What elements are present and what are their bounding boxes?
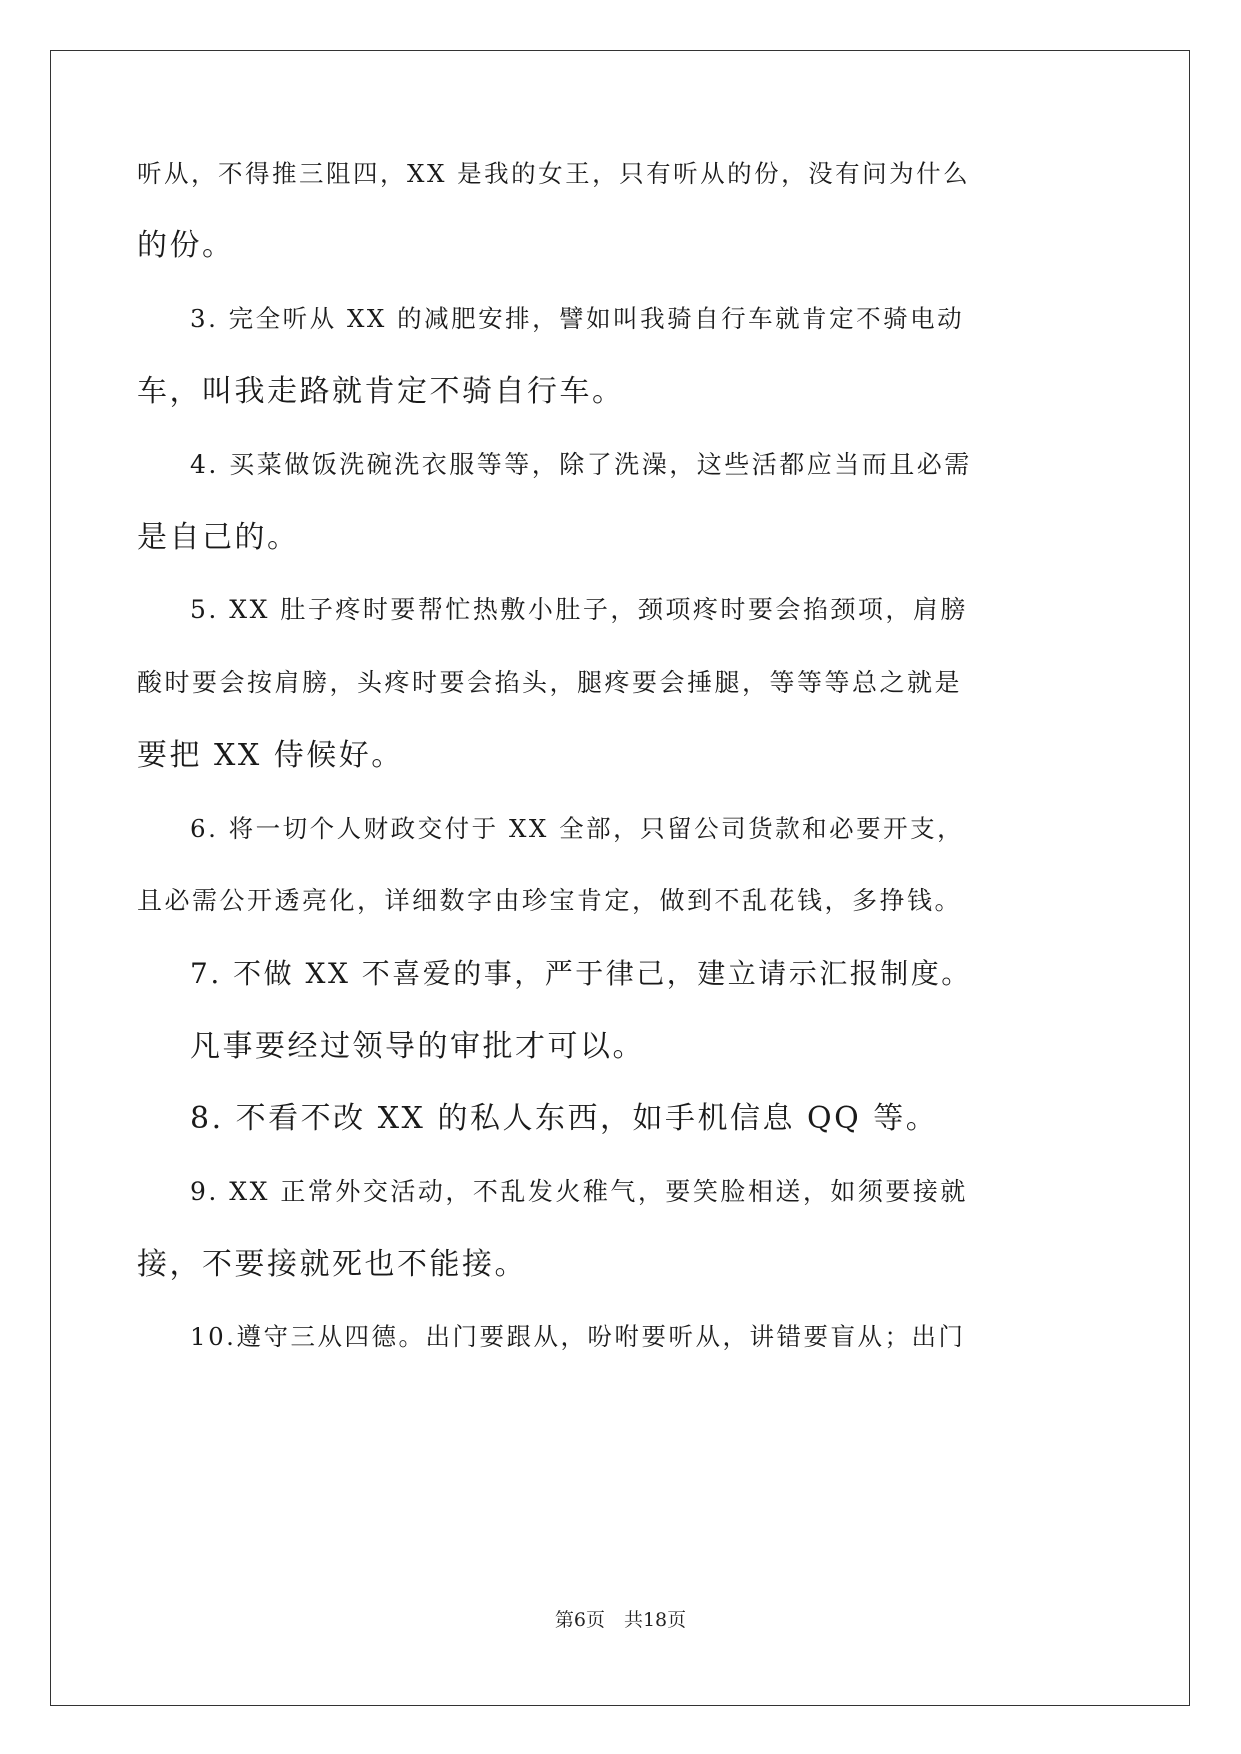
body-line-17: 10.遵守三从四德。出门要跟从，吩咐要听从，讲错要盲从；出门	[190, 1322, 966, 1351]
body-line-7: 5. XX 肚子疼时要帮忙热敷小肚子，颈项疼时要会掐颈项，肩膀	[190, 595, 968, 624]
body-line-12: 7. 不做 XX 不喜爱的事，严于律己，建立请示汇报制度。	[190, 957, 972, 990]
body-line-11: 且必需公开透亮化，详细数字由珍宝肯定，做到不乱花钱，多挣钱。	[137, 886, 963, 915]
body-line-14: 8. 不看不改 XX 的私人东西，如手机信息 QQ 等。	[190, 1101, 939, 1136]
body-line-6: 是自己的。	[137, 520, 300, 555]
body-line-16: 接，不要接就死也不能接。	[137, 1247, 527, 1282]
body-line-9: 要把 XX 侍候好。	[137, 738, 404, 773]
body-line-4: 车，叫我走路就肯定不骑自行车。	[137, 374, 625, 409]
body-line-5: 4. 买菜做饭洗碗洗衣服等等，除了洗澡，这些活都应当而且必需	[190, 450, 972, 479]
body-line-3: 3. 完全听从 XX 的减肥安排，譬如叫我骑自行车就肯定不骑电动	[190, 304, 965, 333]
page-footer: 第6页 共18页	[554, 1609, 687, 1631]
body-line-1: 听从，不得推三阻四，XX 是我的女王，只有听从的份，没有问为什么	[137, 159, 971, 188]
body-line-13: 凡事要经过领导的审批才可以。	[190, 1029, 645, 1064]
body-line-10: 6. 将一切个人财政交付于 XX 全部，只留公司货款和必要开支，	[190, 814, 965, 843]
body-line-8: 酸时要会按肩膀，头疼时要会掐头，腿疼要会捶腿，等等等总之就是	[137, 668, 963, 697]
body-line-2: 的份。	[137, 228, 235, 263]
body-line-15: 9. XX 正常外交活动，不乱发火稚气，要笑脸相送，如须要接就	[190, 1177, 968, 1206]
